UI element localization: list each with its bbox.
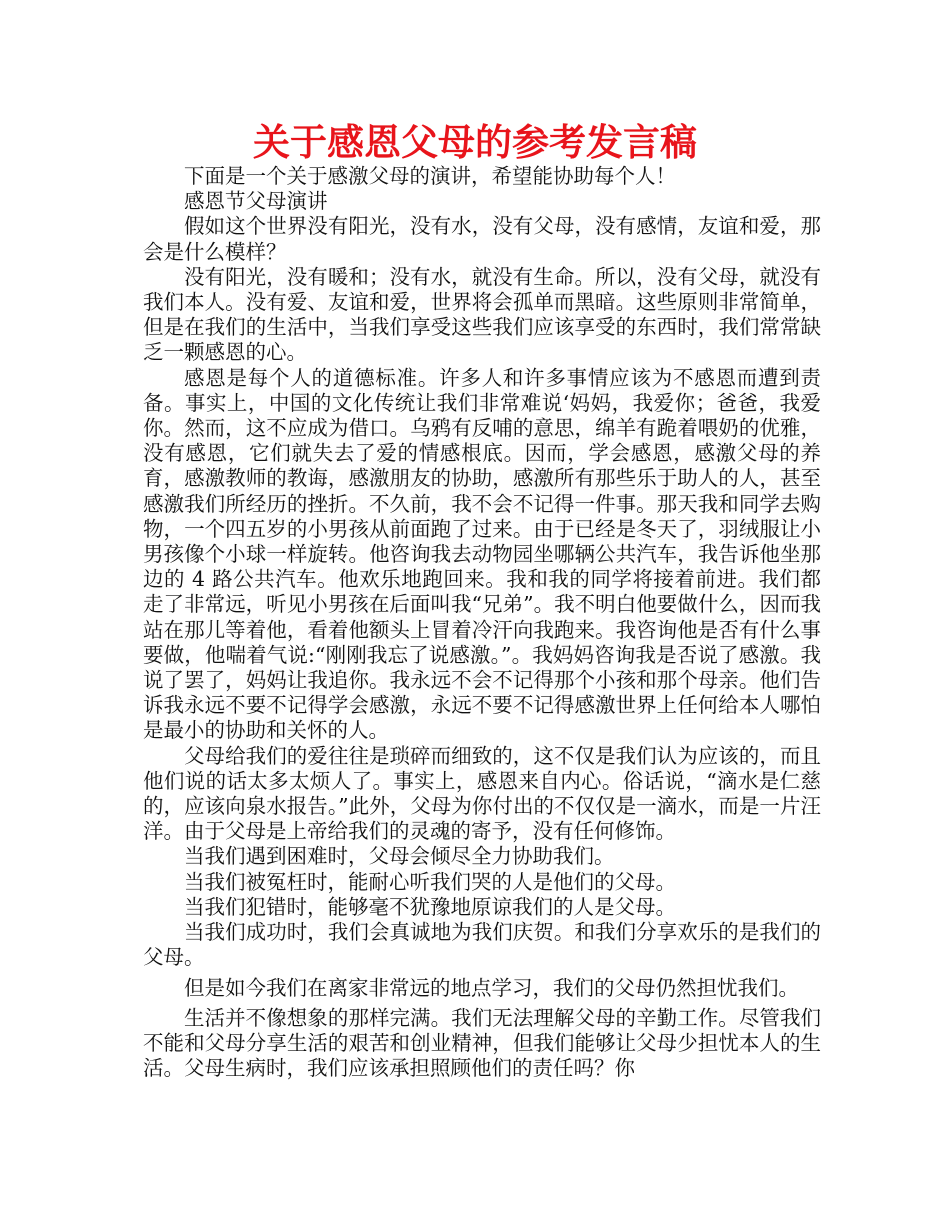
paragraph-success: 当我们成功时，我们会真诚地为我们庆贺。和我们分享欢乐的是我们的父母。 — [143, 920, 821, 970]
paragraph-mistakes: 当我们犯错时，能够毫不犹豫地原谅我们的人是父母。 — [184, 894, 676, 919]
paragraph-subheading: 感恩节父母演讲 — [184, 189, 328, 214]
document-title: 关于感恩父母的参考发言稿 — [253, 121, 697, 164]
paragraph-wronged: 当我们被冤枉时，能耐心听我们哭的人是他们的父母。 — [184, 869, 676, 894]
document-body — [143, 164, 821, 1081]
paragraph-intro: 下面是一个关于感激父母的演讲，希望能协助每个人！ — [184, 164, 676, 188]
paragraph-parents-love: 父母给我们的爱往往是琐碎而细致的，这不仅是我们认为应该的，而且他们说的话太多太烦人了。事实上，感恩来自内心。俗话说，“滴水是仁慈的，应该向泉水报告。”此外，父母为你付出的不仅仅是一滴水，而是一片汪洋。由于父母是上帝给我们的灵魂的寄予，没有任何修饰。 — [143, 743, 821, 844]
paragraph-gratitude-story: 感恩是每个人的道德标准。许多人和许多事情应该为不感恩而遭到责备。事实上，中国的文化传统让我们非常难说‘妈妈，我爱你；爸爸，我爱你。然而，这不应成为借口。乌鸦有反哺的意思，绵羊有跪着喂奶的优雅，没有感恩，它们就失去了爱的情感根底。因而，学会感恩，感激父母的养育，感激教师的教诲，感激朋友的协助，感激所有那些乐于助人的人，甚至感激我们所经历的挫折。不久前，我不会不记得一件事。那天我和同学去购物，一个四五岁的小男孩从前面跑了过来。由于已经是冬天了，羽绒服让小男孩像个小球一样旋转。他咨询我去动物园坐哪辆公共汽车，我告诉他坐那边的 4 路公共汽车。他欢乐地跑回来。我和我的同学将接着前进。我们都走了非常远，听见小男孩在后面叫我“兄弟”。我不明白他要做什么，因而我站在那儿等着他，看着他额头上冒着冷汗向我跑来。我咨询他是否有什么事要做，他喘着气说:“刚刚我忘了说感激。”。我妈妈咨询我是否说了感激。我说了罢了，妈妈让我追你。我永远不会不记得那个小孩和那个母亲。他们告诉我永远不要不记得学会感激，永远不要不记得感激世界上任何给本人哪怕是最小的协助和关怀的人。 — [143, 365, 821, 743]
paragraph-life: 生活并不像想象的那样完满。我们无法理解父母的辛勤工作。尽管我们不能和父母分享生活的艰苦和创业精神，但我们能够让父母少担忧本人的生活。父母生病时，我们应该承担照顾他们的责任吗？你 — [143, 1005, 821, 1081]
paragraph-question: 假如这个世界没有阳光，没有水，没有父母，没有感情，友谊和爱，那会是什么模样？ — [143, 214, 821, 264]
paragraph-difficulty: 当我们遇到困难时，父母会倾尽全力协助我们。 — [184, 844, 615, 869]
paragraph-away-from-home: 但是如今我们在离家非常远的地点学习，我们的父母仍然担忧我们。 — [184, 975, 799, 1000]
paragraph-sunlight: 没有阳光，没有暖和；没有水，就没有生命。所以，没有父母，就没有我们本人。没有爱、友谊和爱，世界将会孤单而黑暗。这些原则非常简单，但是在我们的生活中，当我们享受这些我们应该享受的东西时，我们常常缺乏一颗感恩的心。 — [143, 264, 821, 365]
